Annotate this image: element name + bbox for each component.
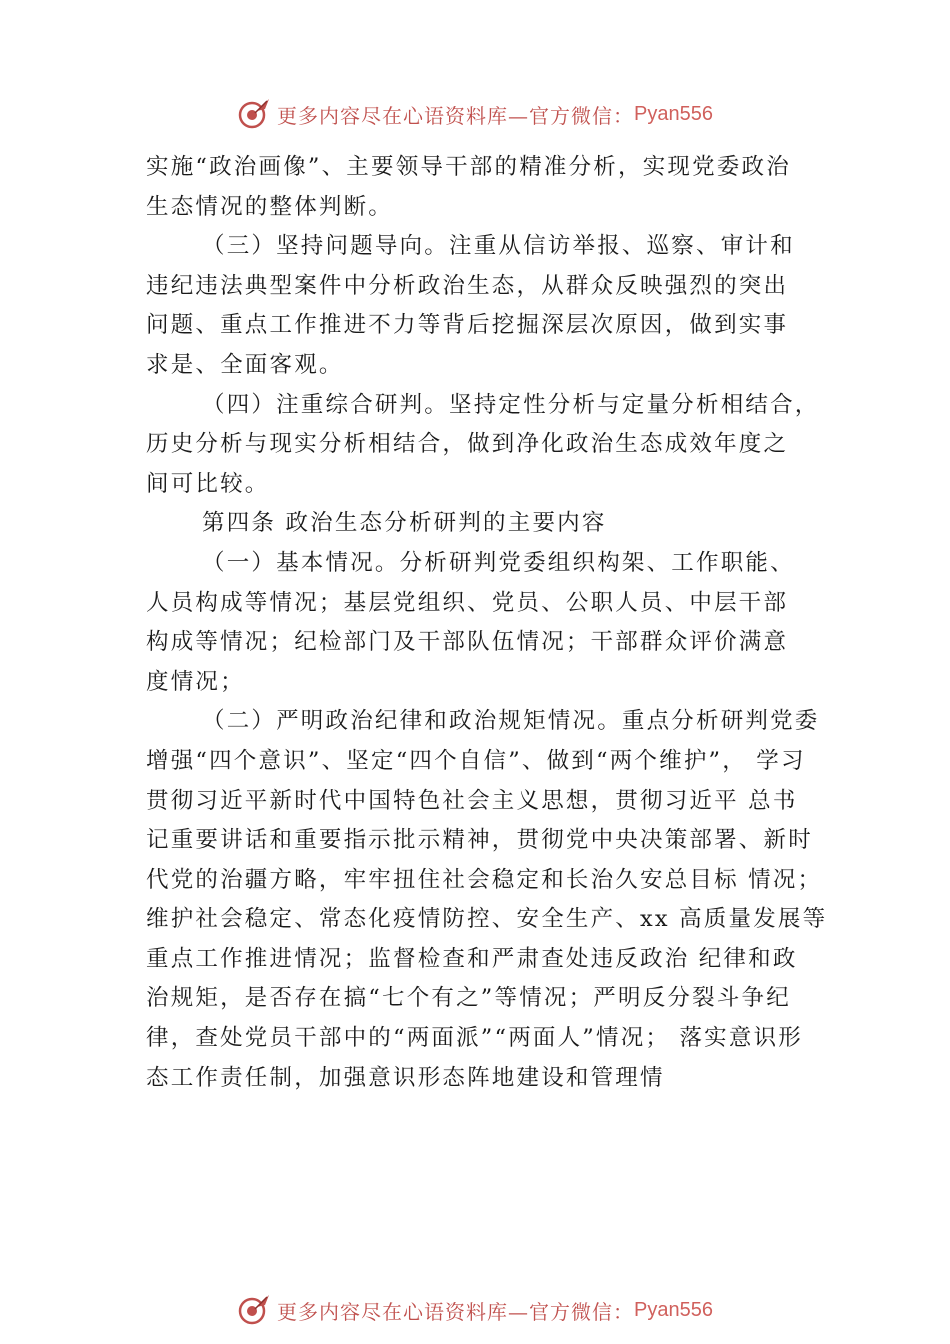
text-line: 人员构成等情况；基层党组织、党员、公职人员、中层干部 [146, 589, 789, 616]
text-line: 维护社会稳定、常态化疫情防控、安全生产、xx 高质量发展等 [146, 906, 828, 933]
text-line: 间可比较。 [146, 470, 270, 497]
text-line: 第四条 政治生态分析研判的主要内容 [202, 510, 607, 537]
text-line: 违纪违法典型案件中分析政治生态，从群众反映强烈的突出 [146, 272, 789, 299]
text-line: （三）坚持问题导向。注重从信访举报、巡察、审计和 [202, 233, 795, 260]
text-line: 重点工作推进情况；监督检查和严肃查处违反政治 纪律和政 [146, 945, 798, 972]
text-line: 治规矩，是否存在搞“七个有之”等情况；严明反分裂斗争纪 [146, 985, 791, 1012]
text-line: 构成等情况；纪检部门及干部队伍情况；干部群众评价满意 [146, 629, 789, 656]
footer-watermark [0, 1288, 950, 1332]
text-line: 实施“政治画像”、主要领导干部的精准分析，实现党委政治 [146, 154, 791, 180]
text-line: 代党的治疆方略，牢牢扭住社会稳定和长治久安总目标 情况； [146, 866, 823, 893]
quill-logo-icon [237, 97, 271, 131]
text-line: 态工作责任制，加强意识形态阵地建设和管理情 [146, 1064, 665, 1091]
text-line: 生态情况的整体判断。 [146, 193, 394, 220]
text-line: 记重要讲话和重要指示批示精神，贯彻党中央决策部署、新时 [146, 827, 813, 854]
wechat-id: Pyan556 [634, 1298, 713, 1321]
text-line: （二）严明政治纪律和政治规矩情况。重点分析研判党委 [202, 708, 820, 735]
text-line: （四）注重综合研判。坚持定性分析与定量分析相结合， [202, 391, 820, 418]
watermark-text: 更多内容尽在心语资料库—官方微信： [277, 103, 635, 128]
text-line: （一）基本情况。分析研判党委组织构架、工作职能、 [202, 549, 795, 576]
document-body [146, 148, 836, 1098]
quill-logo-icon [237, 1293, 271, 1327]
wechat-id: Pyan556 [634, 102, 713, 125]
text-line: 律，查处党员干部中的“两面派”“两面人”情况； 落实意识形 [146, 1025, 803, 1052]
text-line: 增强“四个意识”、坚定“四个自信”、做到“两个维护”， 学习 [146, 747, 806, 774]
text-line: 历史分析与现实分析相结合，做到净化政治生态成效年度之 [146, 431, 789, 458]
text-line: 度情况； [146, 668, 245, 695]
text-line: 问题、重点工作推进不力等背后挖掘深层次原因，做到实事 [146, 312, 789, 339]
text-line: 贯彻习近平新时代中国特色社会主义思想，贯彻习近平 总书 [146, 787, 798, 814]
watermark-text: 更多内容尽在心语资料库—官方微信： [277, 1299, 635, 1324]
header-watermark [0, 92, 950, 136]
text-line: 求是、全面客观。 [146, 351, 344, 378]
